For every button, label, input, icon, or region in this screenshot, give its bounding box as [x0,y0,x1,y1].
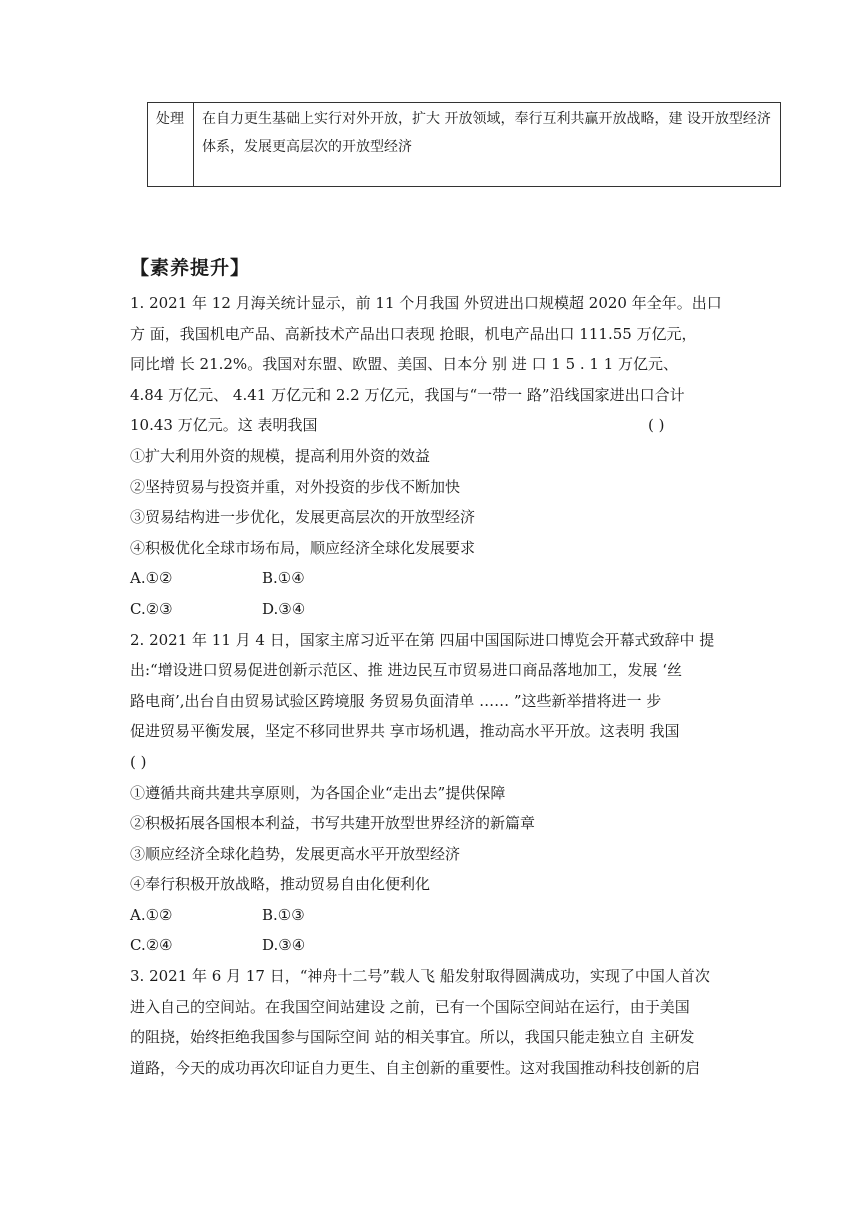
question-stem-line: 的阻挠，始终拒绝我国参与国际空间 站的相关事宜。所以，我国只能走独立自 主研发 [130,1028,695,1047]
statement-item: ①扩大利用外资的规模，提高利用外资的效益 [130,446,431,465]
option-d: D.③④ [262,936,306,955]
question-stem-line: 2. 2021 年 11 月 4 日，国家主席习近平在第 四届中国国际进口博览会开幕式致辞中 提 [130,630,715,649]
question-stem-last-line [130,410,730,441]
table-fragment [147,102,781,187]
questions-block [130,288,730,1083]
question-stem-line: 10.43 万亿元。这 表明我国 [130,416,318,435]
question-stem-line: 路电商’,出台自由贸易试验区跨境服 务贸易负面清单 …… ”这些新举措将进一 步 [130,691,662,710]
question-stem-line: 1. 2021 年 12 月海关统计显示，前 11 个月我国 外贸进出口规模超 2020 年全年。出口 [130,294,722,312]
option-row [130,930,730,961]
option-a: A.①② [130,569,173,588]
statement-item: ②坚持贸易与投资并重，对外投资的步伐不断加快 [130,477,461,496]
statement-item: ③贸易结构进一步优化，发展更高层次的开放型经济 [130,508,476,527]
option-row [130,900,730,931]
question-stem-line: 方 面，我国机电产品、高新技术产品出口表现 抢眼，机电产品出口 111.55 万亿元， [130,324,697,343]
table-content-cell: 在自力更生基础上实行对外开放，扩大 开放领域，奉行互利共赢开放战略，建 设开放型经济体系，发展更高层次的开放型经济 [202,111,771,155]
question-stem-line: 出:“增设进口贸易促进创新示范区、推 进边民互市贸易进口商品落地加工，发展 ‘丝 [130,661,683,680]
statement-item: ④奉行积极开放战略，推动贸易自由化便利化 [130,875,431,894]
statement-item: ①遵循共商共建共享原则，为各国企业“走出去”提供保障 [130,783,506,802]
question-stem-line: 同比增 长 21.2%。我国对东盟、欧盟、美国、日本分 别 进 口 1 5 . 1 1 万亿元、 [130,355,679,374]
answer-parentheses: ( ) [130,752,147,771]
answer-parentheses: ( ) [648,416,665,435]
question-3 [130,961,730,1083]
question-stem-line: 道路，今天的成功再次印证自力更生、自主创新的重要性。这对我国推动科技创新的启 [130,1058,701,1077]
question-stem-line: 进入自己的空间站。在我国空间站建设 之前，已有一个国际空间站在运行，由于美国 [130,997,690,1016]
option-c: C.②③ [130,599,173,618]
option-row [130,563,730,594]
section-title: 【素养提升】 [130,257,251,279]
statement-item: ④积极优化全球市场布局，顺应经济全球化发展要求 [130,538,476,557]
question-stem-line: 促进贸易平衡发展，坚定不移同世界共 享市场机遇，推动高水平开放。这表明 我国 [130,722,680,741]
question-2 [130,625,730,962]
option-c: C.②④ [130,936,173,955]
option-b: B.①④ [262,569,305,588]
table-label-cell: 处理 [148,103,194,186]
question-1 [130,288,730,625]
statement-item: ②积极拓展各国根本利益，书写共建开放型世界经济的新篇章 [130,814,536,833]
option-row [130,594,730,625]
option-b: B.①③ [262,905,305,924]
question-stem-line: 4.84 万亿元、 4.41 万亿元和 2.2 万亿元，我国与“一带一 路”沿线国家进出口合计 [130,385,685,404]
option-d: D.③④ [262,599,306,618]
option-a: A.①② [130,905,173,924]
question-stem-line: 3. 2021 年 6 月 17 日，“神舟十二号”载人飞 船发射取得圆满成功，实现了中国人首次 [130,967,710,986]
statement-item: ③顺应经济全球化趋势，发展更高水平开放型经济 [130,844,461,863]
